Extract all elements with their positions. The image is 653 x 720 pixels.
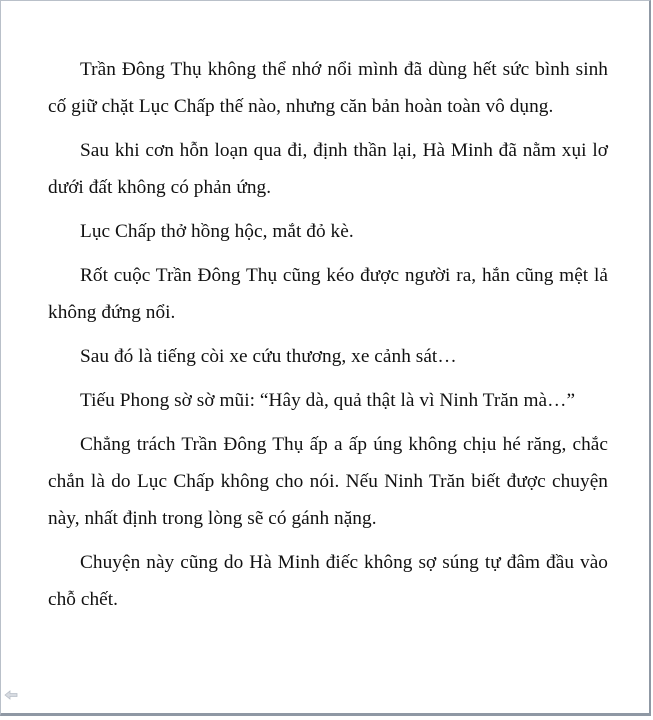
paragraph-2: Sau khi cơn hỗn loạn qua đi, định thần lại, Hà Minh đã nằm xụi lơ dưới đất không có phản ứng. [48,140,608,198]
document-body [48,51,608,625]
paragraph-4: Rốt cuộc Trần Đông Thụ cũng kéo được người ra, hắn cũng mệt lả không đứng nổi. [48,265,608,323]
paragraph-8: Chuyện này cũng do Hà Minh điếc không sợ súng tự đâm đầu vào chỗ chết. [48,552,608,610]
paragraph-5: Sau đó là tiếng còi xe cứu thương, xe cảnh sát… [80,346,457,367]
paragraph-7: Chẳng trách Trần Đông Thụ ấp a ấp úng không chịu hé răng, chắc chắn là do Lục Chấp không cho nói. Nếu Ninh Trăn biết được chuyện này, nhất định trong lòng sẽ có gánh nặng. [48,434,608,529]
paragraph-6: Tiếu Phong sờ sờ mũi: “Hây dà, quả thật là vì Ninh Trăn mà…” [80,390,576,411]
paragraph-3: Lục Chấp thở hồng hộc, mắt đỏ kè. [80,221,354,242]
paragraph-1: Trần Đông Thụ không thể nhớ nổi mình đã dùng hết sức bình sinh cố giữ chặt Lục Chấp thế nào, nhưng căn bản hoàn toàn vô dụng. [48,59,608,117]
paragraph-return-icon [4,690,18,700]
